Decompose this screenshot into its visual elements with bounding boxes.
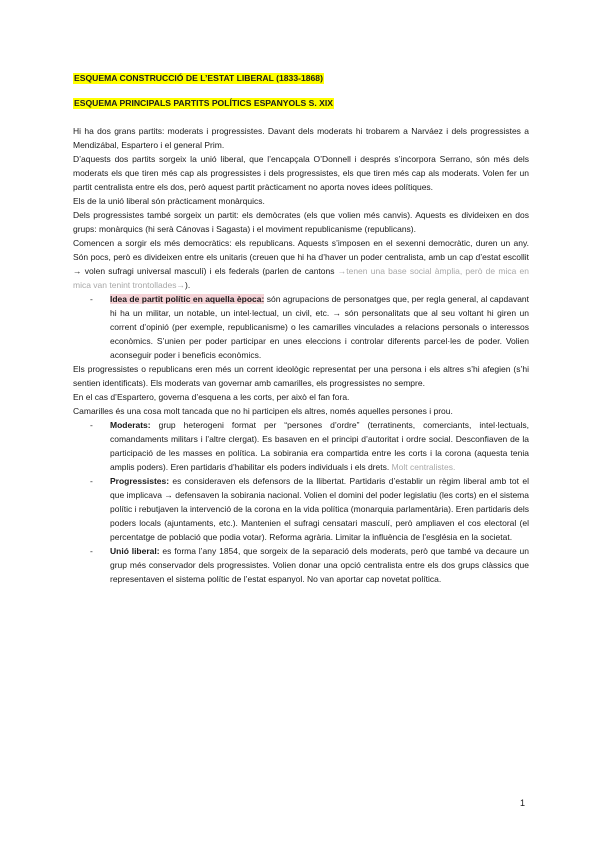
republicans-text: Comencen a sorgir els més democràtics: els republicans. Aquests s’imposen en el sexenni democràtic, duren un any. Són pocs, però es divideixen entre els unitaris (creuen que hi ha d’haver un poder centralista, amb un cap d’estat escollit → volen sufragi universal masculí) i els federals (parlen de cantons	[73, 238, 529, 276]
list-dash: -	[90, 476, 93, 486]
list-dash: -	[90, 546, 93, 556]
republicans-grey-note: →tenen una base social àmplia, però de mica en mica van tenint trontollades→	[73, 266, 529, 290]
paragraph-liberal-union: D’aquests dos partits sorgeix la unió liberal, que l’encapçala O’Donnell i després s’incorpora Serrano, són més dels moderats els que tiren més cap als progressistes i dels progressistes, els que tiren més cap als moderats. Volen fer un partit centralista entre els dos, però aquest partit pràcticament no aporta noves idees polítiques.	[73, 154, 529, 192]
list-grey-note: Molt centralistes.	[391, 462, 456, 472]
paragraph-parties: Hi ha dos grans partits: moderats i progressistes. Davant dels moderats hi trobarem a Narváez i dels progressistes a Mendizábal, Espartero i el general Prim.	[73, 126, 529, 150]
list-text: es forma l’any 1854, que sorgeix de la separació dels moderats, però que també va decaure un grup més conservador dels progressistes. Volien donar una opció centralista entre els dos grups clàssics que representaven el sistema polític de l’estat espanyol. No van aportar cap novetat política.	[110, 546, 529, 584]
paragraph-espartero: En el cas d’Espartero, governa d’esquena a les corts, per això el fan fora.	[73, 392, 350, 402]
list-item	[73, 292, 529, 362]
republicans-end: ).	[184, 280, 191, 290]
parties-list	[73, 418, 529, 586]
list-item	[73, 474, 529, 544]
party-idea-list	[73, 292, 529, 362]
document-body	[73, 124, 529, 586]
list-dash: -	[90, 294, 93, 304]
list-item	[73, 418, 529, 474]
list-term: Progressistes:	[110, 476, 170, 486]
list-term: Unió liberal:	[110, 546, 160, 556]
paragraph-democrats: Dels progressistes també sorgeix un partit: els demòcrates (els que volien més canvis). Aquests es divideixen en dos grups: monàrquics (hi serà Cánovas i Sagasta) i el moviment republicanisme (republicans).	[73, 210, 529, 234]
list-item	[73, 544, 529, 586]
paragraph-camarilles: Camarilles és una cosa molt tancada que no hi participen els altres, només aquelles persones i prou.	[73, 406, 453, 416]
list-dash: -	[90, 420, 93, 430]
list-text: es consideraven els defensors de la llibertat. Partidaris d’establir un règim liberal amb tot el que implicava → defensaven la sobirania nacional. Volien el domini del poder legislatiu (les corts) en el sistema polític i rebutjaven la intervenció de la corona en la vida política (monarquia parlamentària). Eren partidaris dels poders locals (ajuntaments, etc.). Mantenien el sufragi censatari masculí, però ampliaven el cos electoral (el percentatge de població que podia votar). Reforma agrària. Limitar la influència de l’església en la societat.	[110, 476, 529, 542]
list-text: són agrupacions de personatges que, per regla general, al capdavant hi ha un militar, un notable, un intel·lectual, un civil, etc. → són personalitats que al seu voltant hi giren un corrent d’opinió (per exemple, republicanisme) o les camarilles vinculades a relacions personals o interessos econòmics. S’unien per poder participar en unes eleccions i controlar diferents parcel·les de poder. Volien aconseguir poder i beneficis econòmics.	[110, 294, 530, 360]
list-term: Idea de partit polític en aquella època:	[110, 294, 265, 304]
list-text: grup heterogeni format per “persones d’ordre” (terratinents, comerciants, intel·lectuals, comandaments militars i l’altre clergat). Es basaven en el principi d’autoritat i ordre social. Desconfiaven de la participació de les masses en política. La sobirania era compartida entre les corts i la corona (aquesta tenia amplis poders). Eren partidaris d’habilitar els poders individuals i els drets.	[110, 420, 529, 472]
paragraph-progressives: Els progressistes o republicans eren més un corrent ideològic representat per una persona i els altres s’hi afegien (s’hi sentien identificats). Els moderats van governar amb camarilles, els progressistes no sempre.	[73, 364, 529, 388]
list-term: Moderats:	[110, 420, 151, 430]
page-number: 1	[520, 798, 526, 808]
title-heading: ESQUEMA CONSTRUCCIÓ DE L’ESTAT LIBERAL (1833-1868)	[74, 73, 323, 83]
subtitle-heading: ESQUEMA PRINCIPALS PARTITS POLÍTICS ESPANYOLS S. XIX	[74, 98, 333, 108]
paragraph-republicans	[73, 236, 529, 292]
paragraph-monarchists: Els de la unió liberal són pràcticament monàrquics.	[73, 196, 265, 206]
